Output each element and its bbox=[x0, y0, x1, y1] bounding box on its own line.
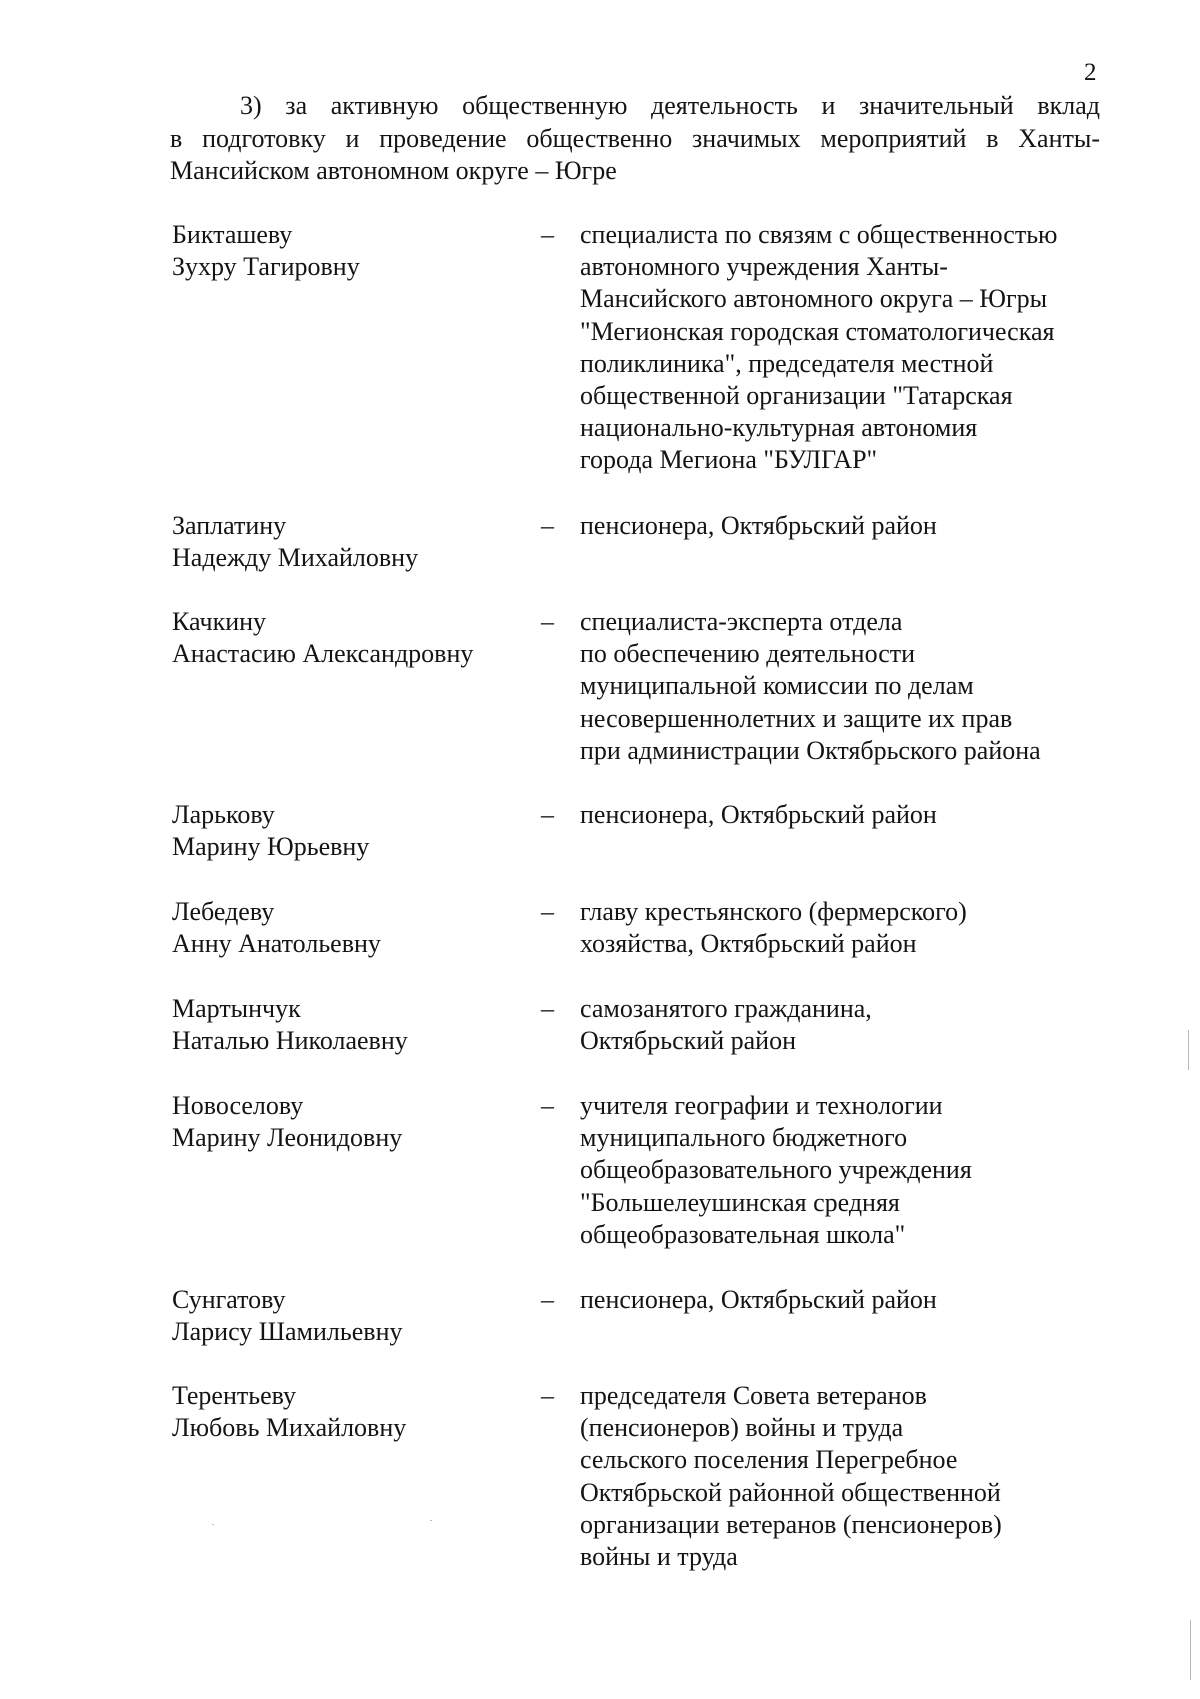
separator-dash: – bbox=[541, 1285, 554, 1314]
person-description bbox=[580, 219, 1140, 477]
scan-artifact bbox=[212, 1524, 214, 1525]
person-name bbox=[172, 1284, 542, 1348]
description-line: специалиста по связям с общественностью bbox=[580, 220, 1058, 249]
surname: Терентьеву bbox=[172, 1381, 297, 1410]
person-description bbox=[580, 1090, 1140, 1251]
description-line: пенсионера, Октябрьский район bbox=[580, 800, 937, 829]
separator-dash: – bbox=[541, 1091, 554, 1120]
person-description bbox=[580, 1284, 1140, 1316]
surname: Сунгатову bbox=[172, 1285, 286, 1314]
scan-artifact bbox=[1188, 1030, 1189, 1070]
description-line: (пенсионеров) войны и труда bbox=[580, 1413, 904, 1443]
description-line: города Мегиона "БУЛГАР" bbox=[580, 445, 878, 475]
description-line: муниципальной комиссии по делам bbox=[580, 671, 974, 701]
person-description bbox=[580, 510, 1140, 542]
separator-dash: – bbox=[541, 800, 554, 829]
person-name bbox=[172, 606, 542, 670]
description-line: Мансийского автономного округа – Югры bbox=[580, 284, 1048, 314]
given-names: Анастасию Александровну bbox=[172, 639, 474, 669]
description-line: председателя Совета ветеранов bbox=[580, 1381, 927, 1410]
person-description bbox=[580, 799, 1140, 831]
description-line: главу крестьянского (фермерского) bbox=[580, 897, 967, 926]
description-line: общественной организации "Татарская bbox=[580, 381, 1013, 411]
surname: Качкину bbox=[172, 607, 267, 636]
description-line: при администрации Октябрьского района bbox=[580, 735, 1041, 765]
separator-dash: – bbox=[541, 607, 554, 636]
separator-dash: – bbox=[541, 1381, 554, 1410]
intro-line: 3) за активную общественную деятельность и значительный вклад bbox=[240, 91, 1100, 120]
description-line: национально-культурная автономия bbox=[580, 413, 978, 443]
person-description bbox=[580, 993, 1140, 1057]
surname: Ларькову bbox=[172, 800, 275, 829]
surname: Новоселову bbox=[172, 1091, 304, 1120]
person-name bbox=[172, 799, 542, 863]
person-name bbox=[172, 510, 542, 574]
description-line: поликлиника", председателя местной bbox=[580, 348, 994, 378]
description-line: учителя географии и технологии bbox=[580, 1091, 943, 1120]
description-line: войны и труда bbox=[580, 1542, 738, 1572]
given-names: Зухру Тагировну bbox=[172, 252, 360, 282]
description-line: общеобразовательного учреждения bbox=[580, 1155, 972, 1185]
description-line: организации ветеранов (пенсионеров) bbox=[580, 1509, 1002, 1539]
scan-artifact bbox=[430, 1520, 432, 1521]
given-names: Любовь Михайловну bbox=[172, 1413, 407, 1443]
person-name bbox=[172, 896, 542, 960]
description-line: пенсионера, Октябрьский район bbox=[580, 1285, 937, 1314]
description-line: по обеспечению деятельности bbox=[580, 639, 916, 669]
person-name bbox=[172, 993, 542, 1057]
description-line: хозяйства, Октябрьский район bbox=[580, 929, 917, 959]
description-line: Октябрьской районной общественной bbox=[580, 1477, 1001, 1507]
page-number: 2 bbox=[1084, 59, 1097, 86]
surname: Заплатину bbox=[172, 511, 287, 540]
description-line: "Мегионская городская стоматологическая bbox=[580, 316, 1055, 346]
description-line: "Большелеушинская средняя bbox=[580, 1187, 900, 1217]
separator-dash: – bbox=[541, 994, 554, 1023]
scan-artifact bbox=[1190, 1620, 1191, 1680]
description-line: общеобразовательная школа" bbox=[580, 1219, 906, 1249]
intro-line: в подготовку и проведение общественно значимых мероприятий в Ханты- bbox=[170, 123, 1100, 153]
given-names: Наталью Николаевну bbox=[172, 1026, 408, 1056]
person-name bbox=[172, 1090, 542, 1154]
given-names: Надежду Михайловну bbox=[172, 543, 419, 573]
intro-line: Мансийском автономном округе – Югре bbox=[170, 156, 617, 185]
given-names: Марину Леонидовну bbox=[172, 1123, 403, 1153]
description-line: муниципального бюджетного bbox=[580, 1123, 908, 1153]
given-names: Анну Анатольевну bbox=[172, 929, 381, 959]
surname: Мартынчук bbox=[172, 994, 301, 1023]
separator-dash: – bbox=[541, 511, 554, 540]
description-line: автономного учреждения Ханты- bbox=[580, 252, 948, 282]
separator-dash: – bbox=[541, 897, 554, 926]
given-names: Марину Юрьевну bbox=[172, 832, 370, 862]
description-line: несовершеннолетних и защите их прав bbox=[580, 703, 1013, 733]
description-line: Октябрьский район bbox=[580, 1026, 796, 1056]
description-line: самозанятого гражданина, bbox=[580, 994, 872, 1023]
person-description bbox=[580, 896, 1140, 960]
person-description bbox=[580, 1380, 1140, 1573]
person-name bbox=[172, 219, 542, 283]
description-line: пенсионера, Октябрьский район bbox=[580, 511, 937, 540]
surname: Бикташеву bbox=[172, 220, 293, 249]
person-description bbox=[580, 606, 1140, 767]
separator-dash: – bbox=[541, 220, 554, 249]
given-names: Ларису Шамильевну bbox=[172, 1317, 403, 1347]
description-line: сельского поселения Перегребное bbox=[580, 1445, 958, 1475]
person-name bbox=[172, 1380, 542, 1444]
description-line: специалиста-эксперта отдела bbox=[580, 607, 903, 636]
surname: Лебедеву bbox=[172, 897, 275, 926]
